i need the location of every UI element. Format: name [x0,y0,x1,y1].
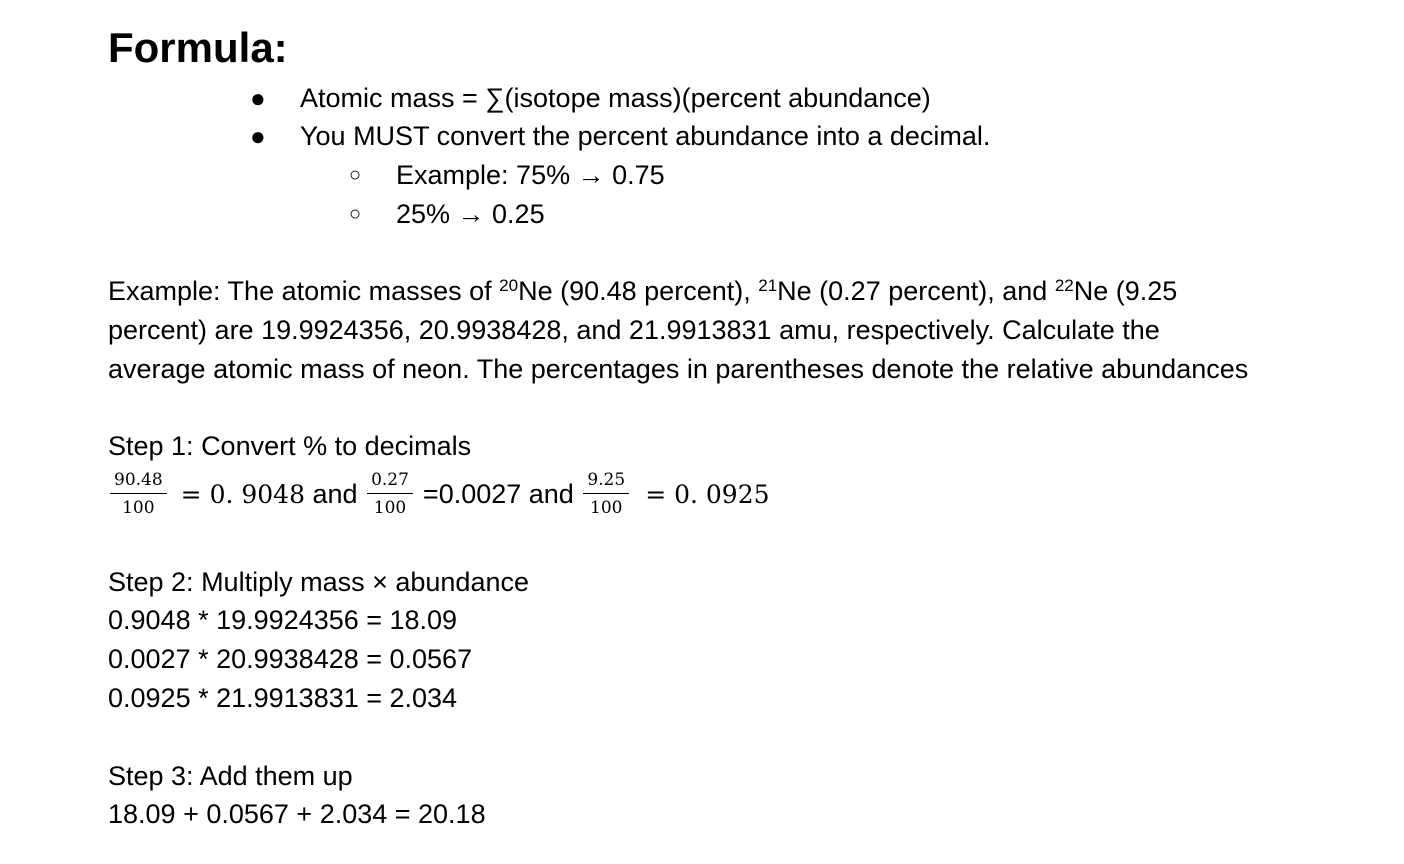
example-line-3: average atomic mass of neon. The percentages in parentheses denote the relative abundances [108,354,1249,384]
step2-title: Step 2: Multiply mass × abundance [108,567,529,597]
example-text: Example: The atomic masses of [108,276,500,306]
step3-title: Step 3: Add them up [108,761,353,791]
example-text: Ne (9.25 [1073,276,1178,306]
and-text: and [305,478,366,509]
fraction-numerator: 0.27 [367,469,413,494]
isotope-superscript: 22 [1054,276,1074,295]
example-text: Ne (0.27 percent), and [777,276,1055,306]
fraction-neon21 [365,469,415,519]
fraction-numerator: 90.48 [110,469,167,494]
bullet-icon: ● [250,121,266,151]
bullet-icon: ● [250,83,266,113]
step1-title: Step 1: Convert % to decimals [108,431,472,461]
fraction-numerator: 9.25 [583,469,629,494]
formula-sub-bullet-example: Example: 75% → 0.75 [396,160,665,190]
fraction-neon22 [581,469,631,519]
example-text: Ne (90.48 percent), [518,276,759,306]
example-line-2: percent) are 19.9924356, 20.9938428, and 21.9913831 amu, respectively. Calculate the [108,315,1160,345]
step2-line: 0.0027 * 20.9938428 = 0.0567 [108,644,473,674]
formula-bullet-convert: You MUST convert the percent abundance into a decimal. [300,121,991,151]
formula-heading: Formula: [108,24,288,71]
fraction-denominator: 100 [122,498,155,518]
sub-bullet-icon: ○ [349,164,362,186]
decimal-result: = 0. 0925 [645,479,770,509]
fraction-denominator: 100 [373,498,407,518]
fraction-neon20 [108,469,169,519]
step2-line: 0.0925 * 21.9913831 = 2.034 [108,683,458,713]
step1-equation [108,466,770,522]
fraction-denominator: 100 [590,498,623,518]
step2-line: 0.9048 * 19.9924356 = 18.09 [108,605,458,635]
decimal-result: =0.0027 and [422,478,582,509]
formula-bullet-atomic-mass: Atomic mass = ∑(isotope mass)(percent abundance) [300,83,931,113]
step3-result: 18.09 + 0.0567 + 2.034 = 20.18 [108,799,486,829]
decimal-result: = 0. 9048 [180,479,305,509]
example-line-1 [108,275,1177,307]
isotope-superscript: 21 [758,276,778,295]
sub-bullet-icon: ○ [349,203,362,225]
isotope-superscript: 20 [499,276,519,295]
formula-sub-bullet-25: 25% → 0.25 [396,199,545,229]
